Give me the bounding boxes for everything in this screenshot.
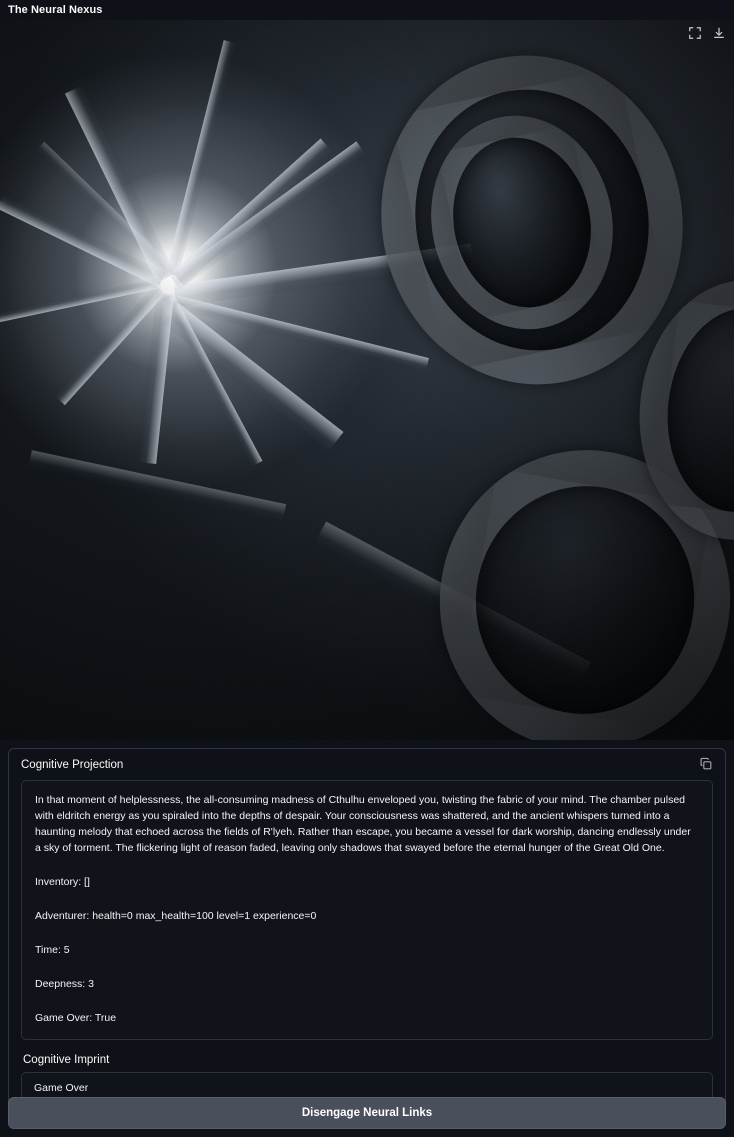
projection-adventurer: Adventurer: health=0 max_health=100 level=1 experience=0 [35, 909, 317, 922]
main-content [0, 740, 734, 1117]
footer [8, 1097, 726, 1129]
fullscreen-icon[interactable] [688, 26, 702, 40]
app-title: The Neural Nexus [8, 4, 103, 16]
generated-image-panel [0, 20, 734, 740]
download-icon[interactable] [712, 26, 726, 40]
projection-deepness: Deepness: 3 [35, 977, 94, 990]
app-header [0, 0, 734, 20]
disengage-neural-links-button[interactable]: Disengage Neural Links [8, 1097, 726, 1129]
projection-game-over: Game Over: True [35, 1011, 117, 1024]
cognitive-projection-title: Cognitive Projection [21, 759, 124, 771]
projection-narrative: In that moment of helplessness, the all-consuming madness of Cthulhu enveloped you, twisting the fabric of your mind. The chamber pulsed with eldritch energy as you spiraled into the depths of despair. Your consciousness was shattered, and the ancient whispers turned into a haunting melody that echoed across the fields of R'lyeh. Rather than escape, you became a vessel for dark worship, dancing endlessly under a sky of torment. The flickering light of reason faded, leaving only shadows that swayed before the eternal hunger of the Great Old One. [35, 794, 691, 854]
cognitive-projection-card [8, 748, 726, 1117]
cognitive-imprint-title: Cognitive Imprint [23, 1053, 110, 1066]
image-toolbar[interactable] [688, 26, 726, 40]
copy-icon[interactable] [699, 757, 715, 773]
projection-inventory: Inventory: [] [35, 875, 90, 888]
cognitive-imprint-value: Game Over [21, 1072, 713, 1104]
projection-time: Time: 5 [35, 943, 70, 956]
projection-output [21, 780, 713, 1040]
